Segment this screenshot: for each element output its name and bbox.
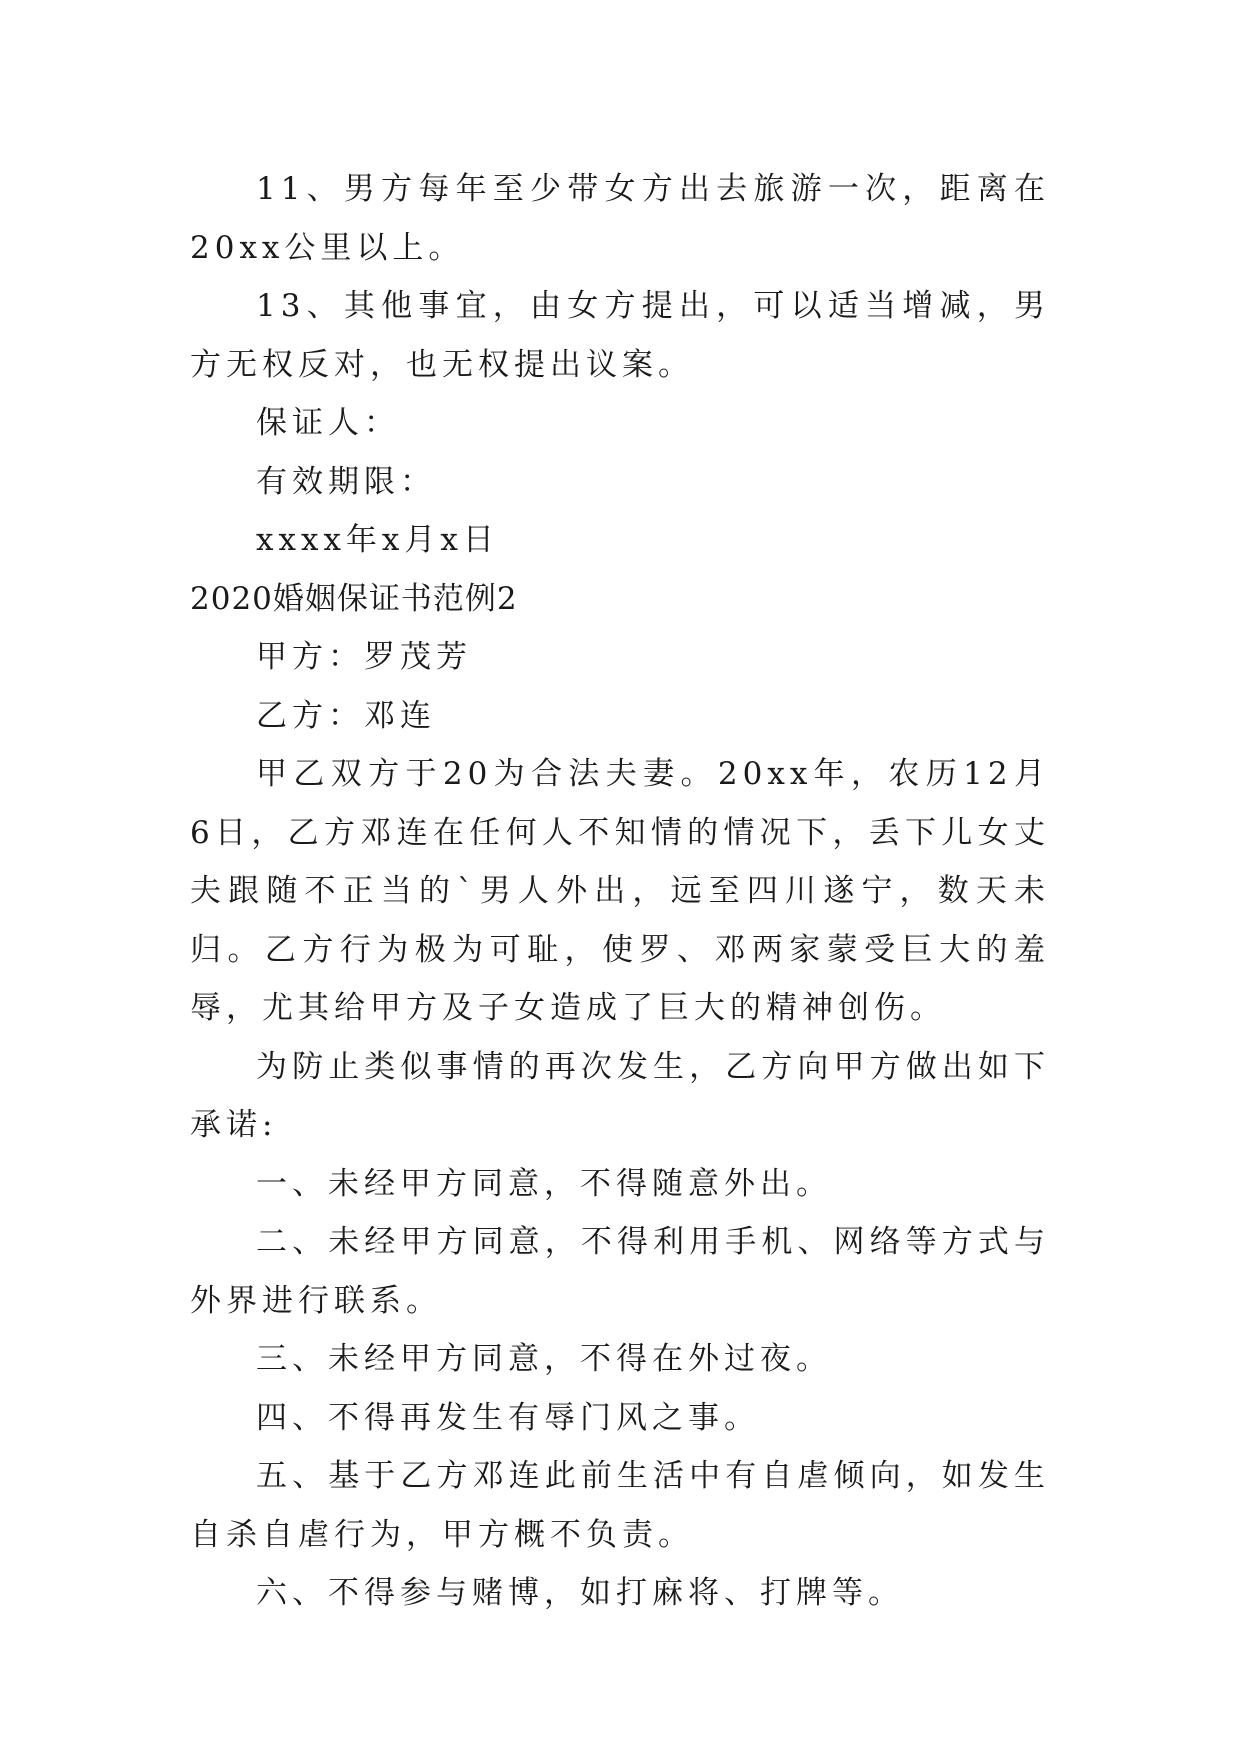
clause-11: 11、男方每年至少带女方出去旅游一次，距离在20xx公里以上。 xyxy=(190,171,1050,266)
commitment-item-5: 五、基于乙方邓连此前生活中有自虐倾向，如发生自杀自虐行为，甲方概不负责。 xyxy=(190,1458,1050,1553)
commitment-item-2: 二、未经甲方同意，不得利用手机、网络等方式与外界进行联系。 xyxy=(190,1224,1050,1319)
clause-13: 13、其他事宜，由女方提出，可以适当增减，男方无权反对，也无权提出议案。 xyxy=(190,288,1050,383)
background-paragraph: 甲乙双方于20为合法夫妻。20xx年，农历12月6日，乙方邓连在任何人不知情的情况下，丢下儿女丈夫跟随不正当的`男人外出，远至四川遂宁，数天未归。乙方行为极为可耻，使罗、邓两家蒙受巨大的羞辱，尤其给甲方及子女造成了巨大的精神创伤。 xyxy=(190,756,1050,1026)
commitment-item-1: 一、未经甲方同意，不得随意外出。 xyxy=(256,1165,832,1202)
date-line: xxxx年x月x日 xyxy=(256,522,499,558)
document-body xyxy=(190,160,1050,1623)
validity-line: 有效期限： xyxy=(256,463,436,500)
commitment-item-4: 四、不得再发生有辱门风之事。 xyxy=(256,1399,760,1436)
guarantor-line: 保证人： xyxy=(256,405,400,441)
commitment-item-6: 六、不得参与赌博，如打麻将、打牌等。 xyxy=(256,1575,904,1611)
party-b-line: 乙方：邓连 xyxy=(256,697,436,734)
party-a-line: 甲方：罗茂芳 xyxy=(256,639,472,675)
section-heading: 2020婚姻保证书范例2 xyxy=(190,580,518,617)
commitment-item-3: 三、未经甲方同意，不得在外过夜。 xyxy=(256,1341,832,1377)
commitment-intro: 为防止类似事情的再次发生，乙方向甲方做出如下承诺: xyxy=(190,1048,1050,1143)
